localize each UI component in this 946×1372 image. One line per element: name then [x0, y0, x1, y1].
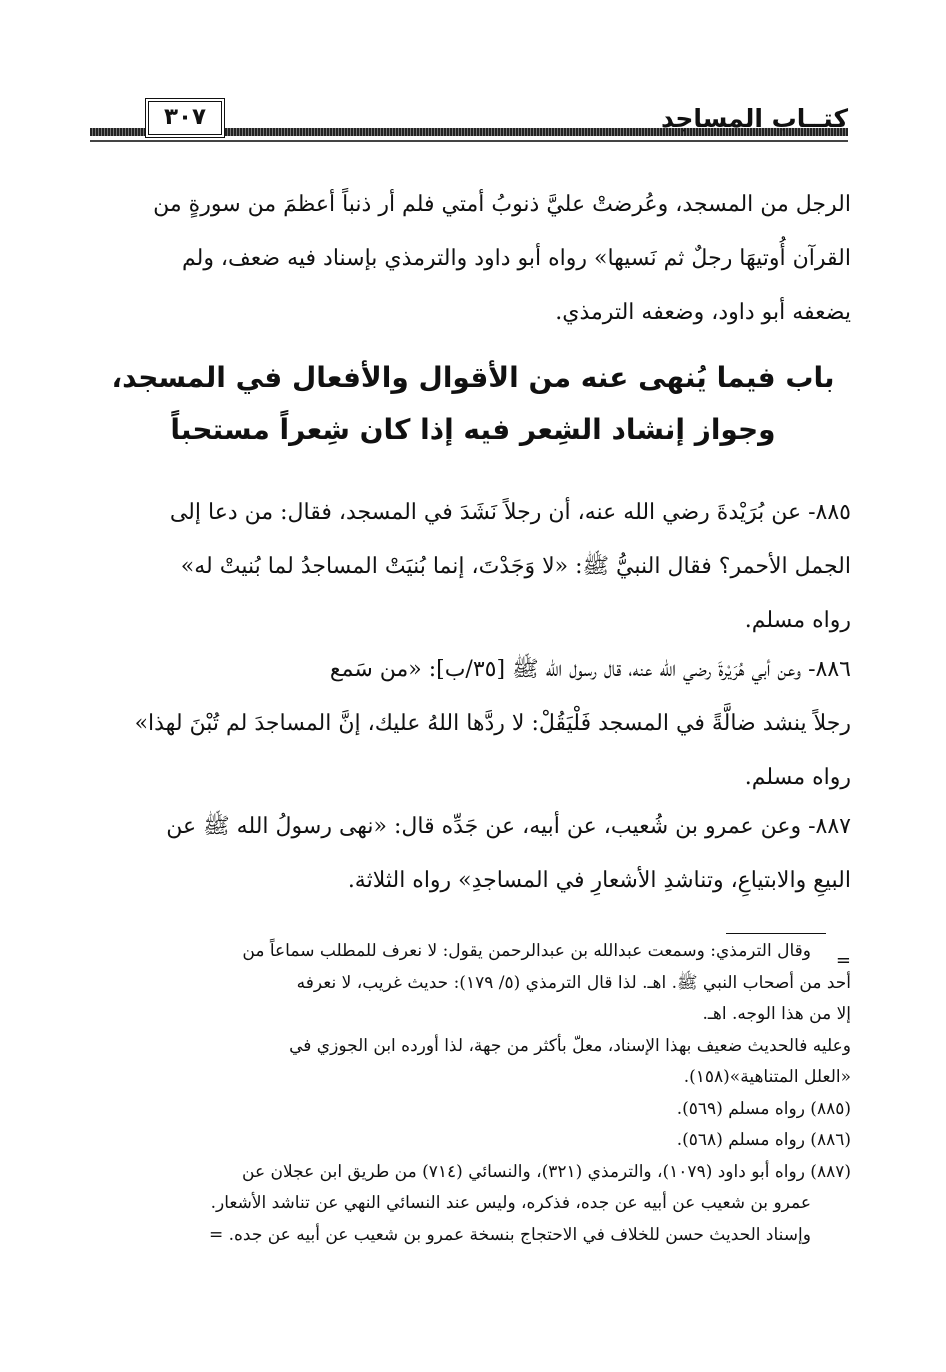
footnote-line: (٨٨٥) رواه مسلم (٥٦٩). — [676, 1098, 851, 1119]
footnote-continuation-mark: = — [835, 950, 851, 971]
text-line: القرآن أُوتيهَا رجلٌ ثم نَسيها» رواه أبو داود والترمذي بإسناد فيه ضعف، ولم — [181, 246, 851, 271]
intro-paragraph — [95, 178, 851, 340]
footnote-line: (٨٨٦) رواه مسلم (٥٦٨). — [676, 1130, 851, 1150]
text-line: الرجل من المسجد، وعُرضتْ عليَّ ذنوبُ أمتي فلم أر ذنباً أعظمَ من سورةٍ من — [153, 192, 851, 217]
text-line: رواه مسلم. — [744, 765, 851, 790]
heading-line: وجواز إنشاد الشِعر فيه إذا كان شِعراً مستحباً — [170, 413, 776, 446]
footnote-line: وعليه فالحديث ضعيف بهذا الإسناد، معلّ بأكثر من جهة، لذا أورده ابن الجوزي في — [289, 1035, 851, 1056]
text-line: ٨٨٦- وعن أبي هُرَيْرةَ رضي الله عنه، قال رسول الله ﷺ [٣٥/ب]: «من سَمع — [329, 657, 851, 682]
header-rule-thin — [90, 140, 848, 142]
chapter-heading — [95, 352, 851, 456]
footnote-line: (٨٨٧) رواه أبو داود (١٠٧٩)، والترمذي (٣٢١)، والنسائي (٧١٤) من طريق ابن عجلان عن — [242, 1161, 851, 1182]
footnote-line: «العلل المتناهية»(١٥٨). — [683, 1067, 851, 1087]
page-number: ٣٠٧ — [145, 98, 225, 138]
text-line: ٨٨٧- وعن عمرو بن شُعيب، عن أبيه، عن جَدِّه قال: «نهى رسولُ الله ﷺ عن — [166, 814, 851, 839]
text-line: ٨٨٥- عن بُرَيْدةَ رضي الله عنه، أن رجلاً نَشَدَ في المسجد، فقال: من دعا إلى — [169, 500, 851, 525]
footnote-line: أحد من أصحاب النبي ﷺ. اهـ. لذا قال الترمذي (٥/ ١٧٩): حديث غريب، لا نعرفه — [296, 972, 851, 993]
text-line: رواه مسلم. — [744, 608, 851, 633]
footnote-line: وإسناد الحديث حسن للخلاف في الاحتجاج بنسخة عمرو بن شعيب عن أبيه عن جده. = — [208, 1224, 811, 1245]
footnote-line: عمرو بن شعيب عن أبيه عن جده، فذكره، وليس عند النسائي النهي عن تناشد الأشعار. — [210, 1193, 811, 1213]
text-line: رجلاً ينشد ضالَّةً في المسجد فَلْيَقُلْ: لا ردَّها اللهُ عليك، إنَّ المساجدَ لم تُبْنَ لهذا» — [134, 711, 851, 736]
text-line: الجمل الأحمر؟ فقال النبيُّ ﷺ: «لا وَجَدْتَ، إنما بُنيَتْ المساجدُ لما بُنيتْ له» — [180, 554, 851, 579]
text-line: يضعفه أبو داود، وضعفه الترمذي. — [555, 300, 851, 325]
text-line: البيعِ والابتياعِ، وتناشدِ الأشعارِ في المساجدِ» رواه الثلاثة. — [347, 868, 851, 893]
hadith-886 — [95, 643, 851, 805]
footnotes — [95, 936, 851, 1251]
footnote-separator — [726, 933, 826, 934]
running-header-title: كتــاب المساجد — [660, 104, 848, 133]
footnote-line: إلا من هذا الوجه. اهـ. — [702, 1004, 851, 1024]
footnote-line: وقال الترمذي: وسمعت عبدالله بن عبدالرحمن يقول: لا نعرف للمطلب سماعاً من — [242, 941, 811, 961]
hadith-887 — [95, 800, 851, 908]
hadith-885 — [95, 486, 851, 648]
heading-line: باب فيما يُنهى عنه من الأقوال والأفعال في المسجد، — [111, 361, 835, 394]
